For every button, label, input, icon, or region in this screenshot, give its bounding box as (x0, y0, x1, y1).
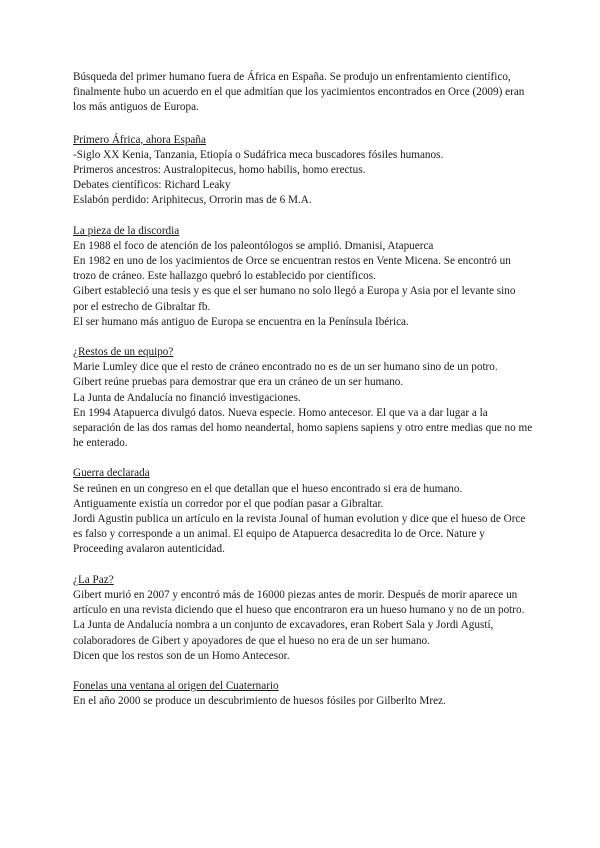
section-line: Eslabón perdido: Ariphitecus, Orrorin mas de 6 M.A. (73, 194, 312, 207)
section-heading: La pieza de la discordia (73, 224, 180, 237)
document-page (73, 70, 533, 709)
section-line: El ser humano más antiguo de Europa se encuentra en la Península Ibérica. (73, 315, 409, 328)
section-line: Antiguamente existía un corredor por el que podían pasar a Gibraltar. (73, 497, 384, 510)
section-line: Gibert murió en 2007 y encontró más de 16000 piezas antes de morir. Después de morir aparece un artículo en una revista diciendo que el hueso que encontraron era un hueso humano y no de un potro. La Junta de Andalucía nombra a un conjunto de excavadores, eran Robert Sala y Jordi Agustí, colaboradores de Gibert y apoyadores de que el hueso no era de un ser humano. (73, 588, 525, 647)
section-restos-equipo (73, 345, 533, 451)
section-line: Dicen que los restos son de un Homo Antecesor. (73, 649, 290, 662)
section-line: Se reúnen en un congreso en el que detallan que el hueso encontrado si era de humano. (73, 482, 463, 495)
section-la-paz (73, 573, 533, 664)
section-line: Jordi Agustin publica un artículo en la revista Jounal of human evolution y dice que el hueso de Orce es falso y corresponde a un animal. El equipo de Atapuerca desacredita lo de Orce. Nature y Proceeding avalaron autenticidad. (73, 513, 526, 556)
section-line: En 1988 el foco de atención de los paleontólogos se amplió. Dmanisi, Atapuerca (73, 239, 434, 252)
section-line: -Siglo XX Kenia, Tanzania, Etiopía o Sudáfrica meca buscadores fósiles humanos. (73, 148, 444, 161)
intro-paragraph: Búsqueda del primer humano fuera de África en España. Se produjo un enfrentamiento científico, finalmente hubo un acuerdo en el que admitían que los yacimientos encontrados en Orce (2009) eran los más antiguos de Europa. (73, 71, 525, 114)
section-line: En 1982 en uno de los yacimientos de Orce se encuentran restos en Vente Micena. Se encontró un trozo de cráneo. Este hallazgo quebró lo establecido por científicos. (73, 255, 511, 283)
section-heading: ¿La Paz? (73, 573, 114, 586)
section-heading: Fonelas una ventana al origen del Cuaternario (73, 679, 279, 692)
section-heading: Primero África, ahora España (73, 133, 206, 146)
section-guerra-declarada (73, 466, 533, 557)
section-line: En el año 2000 se produce un descubrimiento de huesos fósiles por Gilberlto Mrez. (73, 695, 446, 708)
section-pieza-discordia (73, 224, 533, 330)
section-line: Marie Lumley dice que el resto de cráneo encontrado no es de un ser humano sino de un potro. (73, 361, 498, 374)
section-line: Gibert estableció una tesis y es que el ser humano no solo llegó a Europa y Asia por el levante sino por el estrecho de Gibraltar fb. (73, 285, 516, 313)
section-line: En 1994 Atapuerca divulgó datos. Nueva especie. Homo antecesor. El que va a dar lugar a la separación de las dos ramas del homo neandertal, homo sapiens sapiens y otro entre medias que no me he enterado. (73, 406, 533, 450)
section-heading: Guerra declarada (73, 467, 150, 480)
section-primero-africa (73, 133, 533, 209)
section-line: Primeros ancestros: Australopitecus, homo habilis, homo erectus. (73, 164, 366, 177)
section-line: Gibert reúne pruebas para demostrar que era un cráneo de un ser humano. (73, 376, 404, 389)
section-line: La Junta de Andalucía no financió investigaciones. (73, 391, 301, 404)
section-heading: ¿Restos de un equipo? (73, 346, 174, 359)
section-line: Debates científicos: Richard Leaky (73, 179, 231, 192)
section-fonelas (73, 679, 533, 709)
